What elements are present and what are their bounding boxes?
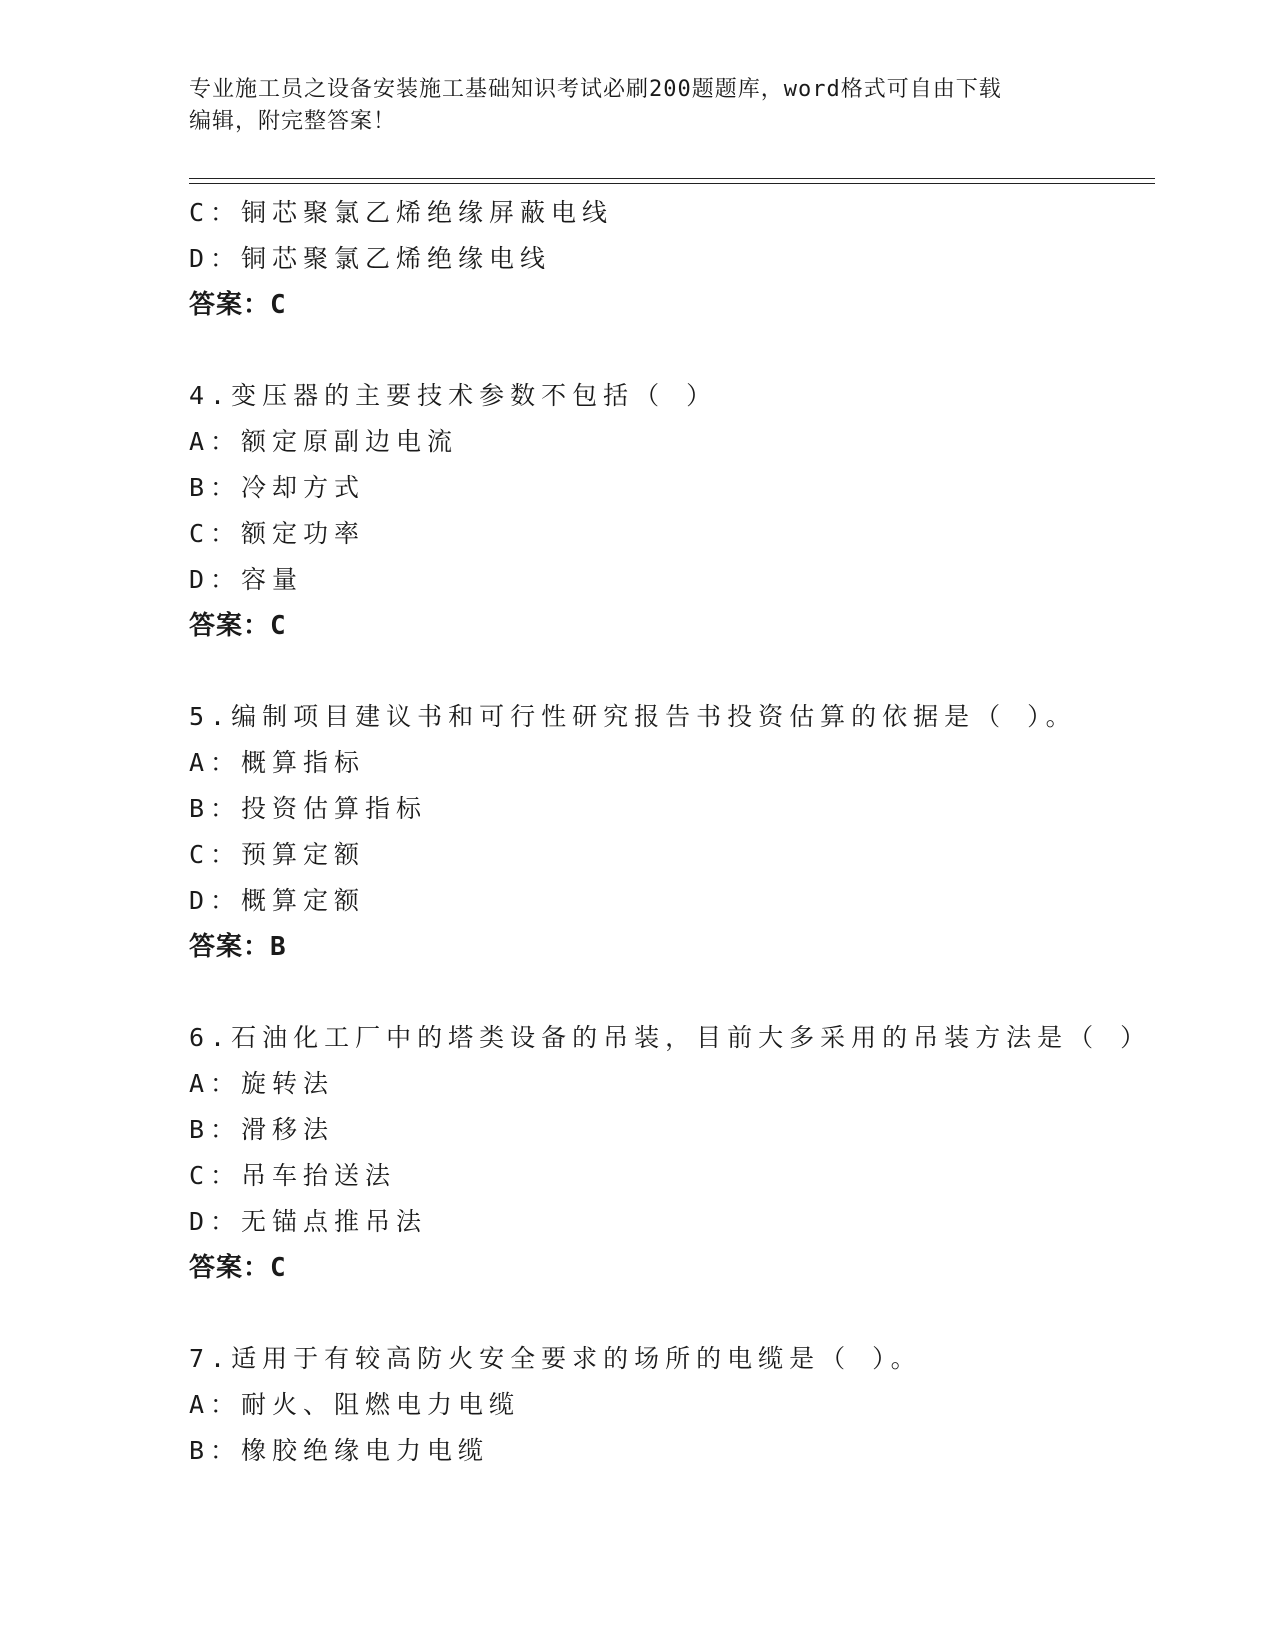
- header-divider-top: [189, 178, 1155, 179]
- header-title-line-1: 专业施工员之设备安装施工基础知识考试必刷200题题库，word格式可自由下载: [189, 77, 1002, 102]
- spacer: [189, 1291, 1155, 1336]
- option-a: A：旋转法: [189, 1069, 335, 1098]
- document-header: [189, 74, 1089, 138]
- option-a: A：耐火、阻燃电力电缆: [189, 1390, 521, 1419]
- question-block-3-continued: [189, 190, 1155, 328]
- question-block-7: [189, 1336, 1155, 1474]
- spacer: [189, 328, 1155, 373]
- option-b: B：橡胶绝缘电力电缆: [189, 1436, 490, 1465]
- option-a: A：额定原副边电流: [189, 427, 459, 456]
- option-b: B：冷却方式: [189, 473, 366, 502]
- question-text: 4.变压器的主要技术参数不包括（ ）: [189, 381, 718, 410]
- option-d: D：铜芯聚氯乙烯绝缘电线: [189, 244, 552, 273]
- question-text: 7.适用于有较高防火安全要求的场所的电缆是（ ）。: [189, 1344, 922, 1373]
- question-block-6: [189, 1015, 1155, 1291]
- question-list: [189, 190, 1155, 1474]
- option-c: C：预算定额: [189, 840, 366, 869]
- option-c: C：额定功率: [189, 519, 366, 548]
- question-text: 5.编制项目建议书和可行性研究报告书投资估算的依据是（ ）。: [189, 702, 1077, 731]
- question-block-4: [189, 373, 1155, 649]
- header-title-line-2: 编辑，附完整答案！: [189, 109, 397, 134]
- header-divider-bottom: [189, 183, 1155, 184]
- answer-line: 答案：C: [189, 1253, 287, 1283]
- question-text: 6.石油化工厂中的塔类设备的吊装，目前大多采用的吊装方法是（ ）: [189, 1023, 1152, 1052]
- option-d: D：无锚点推吊法: [189, 1207, 428, 1236]
- option-d: D：容量: [189, 565, 304, 594]
- option-b: B：投资估算指标: [189, 794, 428, 823]
- answer-line: 答案：B: [189, 932, 287, 962]
- answer-line: 答案：C: [189, 611, 287, 641]
- option-d: D：概算定额: [189, 886, 366, 915]
- option-c: C：吊车抬送法: [189, 1161, 397, 1190]
- spacer: [189, 649, 1155, 694]
- option-b: B：滑移法: [189, 1115, 335, 1144]
- question-block-5: [189, 694, 1155, 970]
- option-a: A：概算指标: [189, 748, 366, 777]
- option-c: C：铜芯聚氯乙烯绝缘屏蔽电线: [189, 198, 614, 227]
- spacer: [189, 970, 1155, 1015]
- answer-line: 答案：C: [189, 290, 287, 320]
